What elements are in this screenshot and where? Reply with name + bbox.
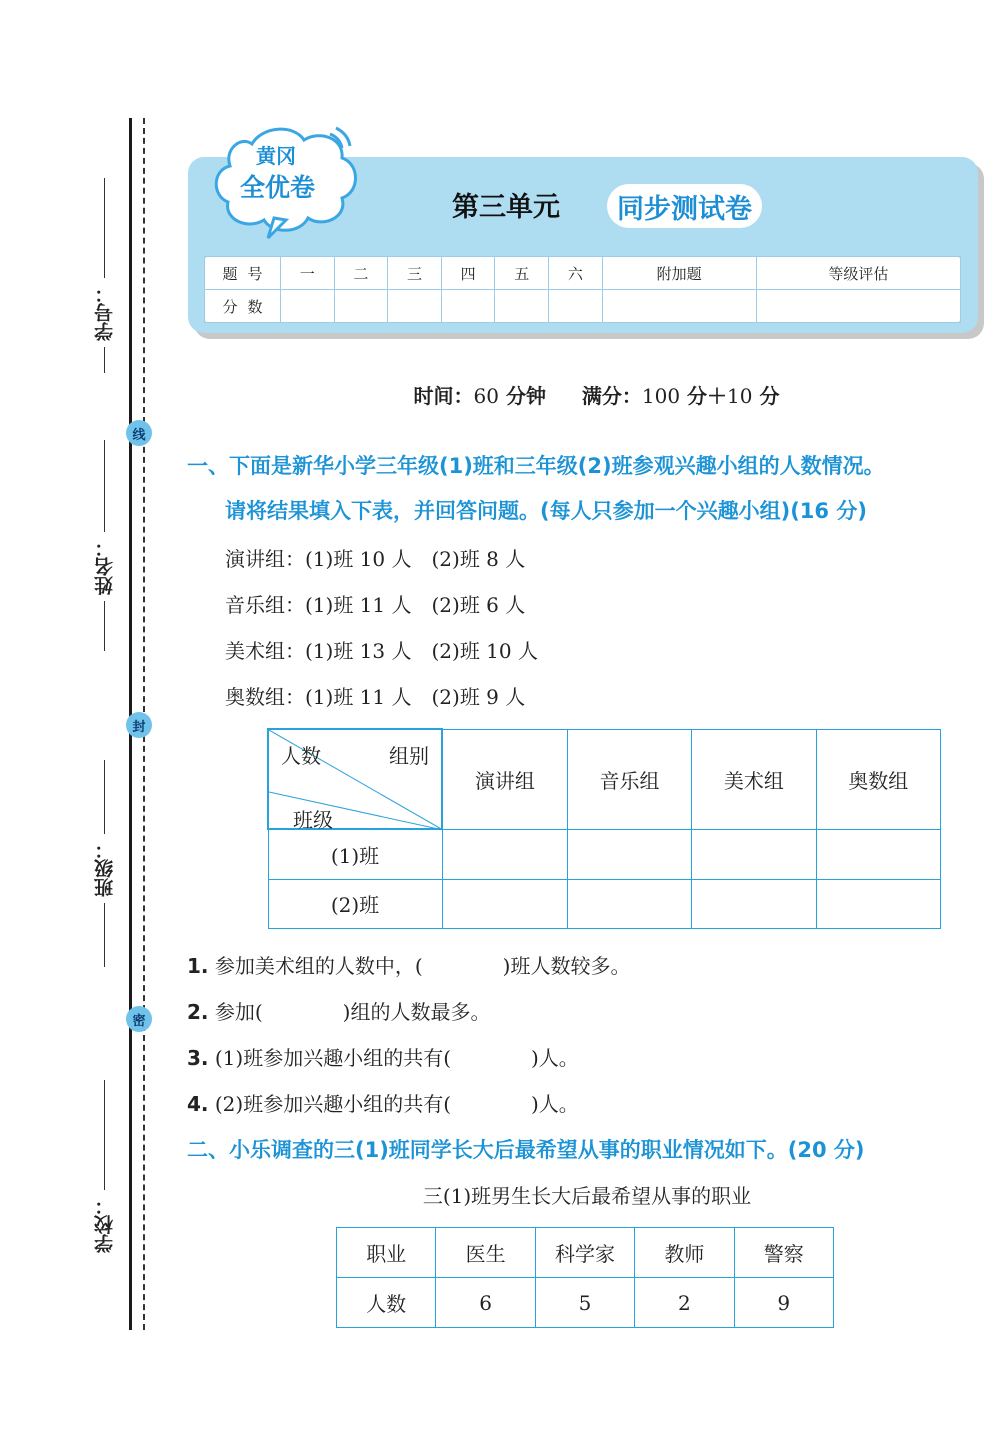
question1-title-line1: 一、下面是新华小学三年级(1)班和三年级(2)班参观兴趣小组的人数情况。 bbox=[187, 454, 885, 478]
job-count-cell: 5 bbox=[535, 1278, 634, 1328]
score-cell[interactable] bbox=[495, 290, 549, 323]
time-info: 时间：60 分钟 满分：100 分＋10 分 bbox=[413, 384, 780, 408]
question2-title: 二、小乐调查的三(1)班同学长大后最希望从事的职业情况如下。(20 分) bbox=[187, 1138, 865, 1162]
data-line: 演讲组：(1)班 10 人 (2)班 8 人 bbox=[225, 547, 526, 571]
score-col: 四 bbox=[441, 257, 495, 290]
answer-cell[interactable] bbox=[692, 829, 816, 879]
row-header: (1)班 bbox=[268, 829, 442, 879]
name-field bbox=[82, 440, 126, 651]
job-count-cell: 6 bbox=[436, 1278, 535, 1328]
class-field bbox=[82, 760, 126, 967]
logo-text-top: 黄冈 bbox=[256, 144, 296, 168]
table-caption: 三(1)班男生长大后最希望从事的职业 bbox=[422, 1184, 752, 1208]
score-col: 五 bbox=[495, 257, 549, 290]
table-row bbox=[268, 829, 941, 879]
answer-cell[interactable] bbox=[816, 829, 940, 879]
score-row-label: 分数 bbox=[205, 290, 281, 323]
score-cell[interactable] bbox=[602, 290, 756, 323]
score-cell[interactable] bbox=[281, 290, 335, 323]
job-table bbox=[336, 1227, 834, 1328]
question1-title-line2: 请将结果填入下表，并回答问题。(每人只参加一个兴趣小组)(16 分) bbox=[225, 499, 867, 523]
job-header-cell: 教师 bbox=[635, 1228, 734, 1278]
score-col: 一 bbox=[281, 257, 335, 290]
table-row bbox=[268, 879, 941, 928]
score-col: 三 bbox=[388, 257, 442, 290]
answer-cell[interactable] bbox=[442, 829, 567, 879]
score-col: 附加题 bbox=[602, 257, 756, 290]
data-line: 美术组：(1)班 13 人 (2)班 10 人 bbox=[225, 639, 538, 663]
column-header: 演讲组 bbox=[442, 729, 567, 829]
answer-cell[interactable] bbox=[567, 879, 691, 928]
student-id-label: 学号： bbox=[93, 284, 116, 341]
column-header: 奥数组 bbox=[816, 729, 940, 829]
column-header: 美术组 bbox=[692, 729, 816, 829]
sub-question-2: 2. 参加( )组的人数最多。 bbox=[187, 1000, 491, 1024]
job-header-cell: 科学家 bbox=[535, 1228, 634, 1278]
score-table bbox=[204, 256, 961, 323]
student-id-field bbox=[82, 178, 126, 373]
diagonal-header-cell bbox=[268, 729, 442, 832]
answer-cell[interactable] bbox=[567, 829, 691, 879]
job-count-cell: 人数 bbox=[337, 1278, 436, 1328]
score-cell[interactable] bbox=[441, 290, 495, 323]
answer-cell[interactable] bbox=[692, 879, 816, 928]
score-cell[interactable] bbox=[756, 290, 960, 323]
job-count-cell: 9 bbox=[734, 1278, 833, 1328]
score-cell[interactable] bbox=[549, 290, 603, 323]
sub-question-4: 4. (2)班参加兴趣小组的共有( )人。 bbox=[187, 1092, 579, 1116]
class-label: 班级： bbox=[93, 840, 116, 897]
seal-seal-badge: 封 bbox=[126, 712, 152, 738]
name-label: 姓名： bbox=[93, 538, 116, 595]
score-col: 等级评估 bbox=[756, 257, 960, 290]
table-row bbox=[337, 1228, 834, 1278]
job-count-cell: 2 bbox=[635, 1278, 734, 1328]
school-label: 学校： bbox=[93, 1196, 116, 1253]
test-subtitle: 同步测试卷 bbox=[607, 184, 762, 228]
job-header-cell: 职业 bbox=[337, 1228, 436, 1278]
data-line: 奥数组：(1)班 11 人 (2)班 9 人 bbox=[225, 685, 526, 709]
answer-cell[interactable] bbox=[442, 879, 567, 928]
school-field bbox=[82, 1080, 126, 1259]
corner-label-count: 人数 bbox=[281, 744, 321, 768]
job-header-cell: 医生 bbox=[436, 1228, 535, 1278]
interest-group-table bbox=[267, 728, 941, 929]
row-header: (2)班 bbox=[268, 879, 442, 928]
job-header-cell: 警察 bbox=[734, 1228, 833, 1278]
sub-question-3: 3. (1)班参加兴趣小组的共有( )人。 bbox=[187, 1046, 579, 1070]
table-header-row bbox=[268, 729, 941, 829]
corner-label-group: 组别 bbox=[389, 744, 429, 768]
score-table-header-row bbox=[205, 257, 961, 290]
score-row-label: 题号 bbox=[205, 257, 281, 290]
score-cell[interactable] bbox=[334, 290, 388, 323]
sub-question-1: 1. 参加美术组的人数中，( )班人数较多。 bbox=[187, 954, 631, 978]
data-line: 音乐组：(1)班 11 人 (2)班 6 人 bbox=[225, 593, 526, 617]
corner-label-class: 班级 bbox=[293, 808, 333, 832]
seal-line-badge: 线 bbox=[126, 420, 152, 446]
score-col: 二 bbox=[334, 257, 388, 290]
unit-title: 第三单元 bbox=[452, 192, 560, 223]
score-col: 六 bbox=[549, 257, 603, 290]
table-row bbox=[337, 1278, 834, 1328]
logo-text-bottom: 全优卷 bbox=[240, 173, 316, 202]
score-table-score-row bbox=[205, 290, 961, 323]
seal-secret-badge: 密 bbox=[126, 1006, 152, 1032]
column-header: 音乐组 bbox=[567, 729, 691, 829]
score-cell[interactable] bbox=[388, 290, 442, 323]
answer-cell[interactable] bbox=[816, 879, 940, 928]
